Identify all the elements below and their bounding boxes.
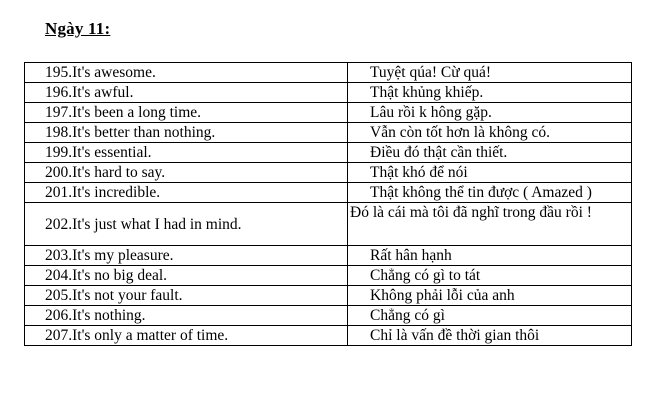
table-row [25, 163, 632, 183]
vietnamese-translation-cell: Điều đó thật cần thiết. [348, 143, 632, 163]
english-phrase-cell: 207.It's only a matter of time. [25, 326, 348, 346]
table-row [25, 286, 632, 306]
table-row [25, 63, 632, 83]
vietnamese-translation-cell: Tuyệt qúa! Cừ quá! [348, 63, 632, 83]
english-phrase-cell: 206.It's nothing. [25, 306, 348, 326]
table-row [25, 123, 632, 143]
english-phrase-cell: 199.It's essential. [25, 143, 348, 163]
vietnamese-translation-cell: Vẫn còn tốt hơn là không có. [348, 123, 632, 143]
vietnamese-translation-cell: Thật không thể tin được ( Amazed ) [348, 183, 632, 203]
table-row [25, 326, 632, 346]
english-phrase-cell: 197.It's been a long time. [25, 103, 348, 123]
vietnamese-translation-cell: Chỉ là vấn đề thời gian thôi [348, 326, 632, 346]
table-row [25, 246, 632, 266]
english-phrase-cell: 200.It's hard to say. [25, 163, 348, 183]
table-row [25, 143, 632, 163]
vietnamese-translation-cell: Rất hân hạnh [348, 246, 632, 266]
vietnamese-translation-cell: Thật khó để nói [348, 163, 632, 183]
vietnamese-translation-cell: Đó là cái mà tôi đã nghĩ trong đầu rồi ! [348, 203, 632, 246]
english-phrase-cell: 202.It's just what I had in mind. [25, 203, 348, 246]
table-row [25, 306, 632, 326]
vietnamese-translation-cell: Chẳng có gì [348, 306, 632, 326]
vietnamese-translation-cell: Lâu rồi k hông gặp. [348, 103, 632, 123]
day-heading: Ngày 11: [45, 19, 111, 38]
vietnamese-translation-cell: Không phải lỗi của anh [348, 286, 632, 306]
english-phrase-cell: 198.It's better than nothing. [25, 123, 348, 143]
english-phrase-cell: 204.It's no big deal. [25, 266, 348, 286]
table-row [25, 266, 632, 286]
table-row [25, 203, 632, 246]
table-row [25, 83, 632, 103]
english-phrase-cell: 195.It's awesome. [25, 63, 348, 83]
english-phrase-cell: 203.It's my pleasure. [25, 246, 348, 266]
table-row [25, 103, 632, 123]
phrase-table [24, 62, 632, 346]
english-phrase-cell: 196.It's awful. [25, 83, 348, 103]
table-row [25, 183, 632, 203]
english-phrase-cell: 201.It's incredible. [25, 183, 348, 203]
vietnamese-translation-cell: Chẳng có gì to tát [348, 266, 632, 286]
vietnamese-translation-cell: Thật khủng khiếp. [348, 83, 632, 103]
english-phrase-cell: 205.It's not your fault. [25, 286, 348, 306]
